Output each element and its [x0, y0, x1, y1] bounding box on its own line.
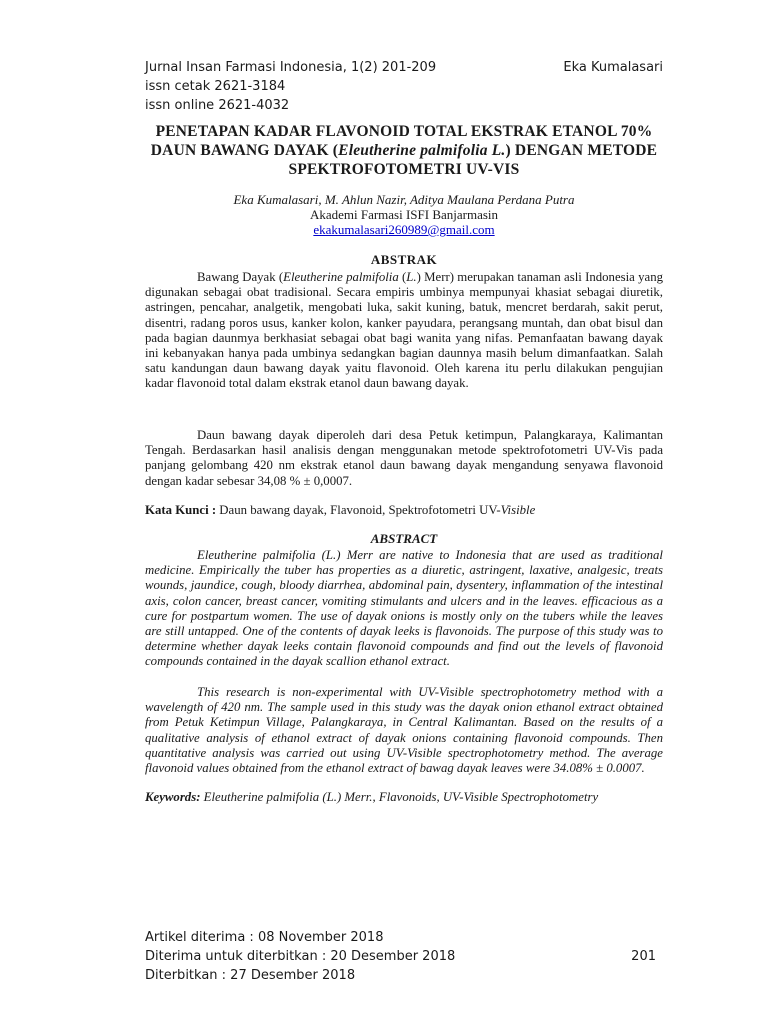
abstract-keywords: Keywords: Eleutherine palmifolia (L.) Merr., Flavonoids, UV-Visible Spectrophotometry: [145, 790, 599, 804]
running-author: Eka Kumalasari: [563, 60, 663, 75]
abstract-heading: ABSTRACT: [370, 531, 438, 546]
abstrak-heading: ABSTRAK: [370, 252, 438, 267]
date-accepted: Diterima untuk diterbitkan : 20 Desember 2018: [145, 949, 456, 964]
date-received: Artikel diterima : 08 November 2018: [145, 930, 384, 945]
title-species: Eleutherine palmifolia L.: [338, 142, 506, 159]
page-number: 201: [631, 949, 656, 964]
title-part1: PENETAPAN KADAR FLAVONOID TOTAL EKSTRAK ETANOL 70% DAUN BAWANG DAYAK (: [150, 123, 653, 159]
author-list: Eka Kumalasari, M. Ahlun Nazir, Aditya Maulana Perdana Putra: [233, 192, 575, 207]
abstract-paragraph-1: Eleutherine palmifolia (L.) Merr are native to Indonesia that are used as traditional medicine. Empirically the tuber has properties as a diuretic, astringent, laxative, analgesic, treats wounds, jaundice, cough, bloody diarrhea, abdominal pain, dysentery, inflammation of the intestinal axis, colon cancer, breast cancer, vomiting stimulants and ulcers and in the leaves. efficacious as a cure for postpartum women. The use of dayak onions is mostly only on the tubers while the leaves are still untapped. One of the contents of dayak leeks is flavonoids. The purpose of this study was to determine whether dayak leeks contain flavonoid compounds and find out the levels of flavonoid compounds contained in the dayak scallion ethanol extract.: [145, 548, 663, 669]
date-published: Diterbitkan : 27 Desember 2018: [145, 968, 356, 983]
institution: Akademi Farmasi ISFI Banjarmasin: [309, 207, 499, 222]
abstrak-keywords: Kata Kunci : Daun bawang dayak, Flavonoid, Spektrofotometri UV-Visible: [145, 503, 536, 517]
title-part2: ) DENGAN METODE SPEKTROFOTOMETRI UV-VIS: [288, 142, 658, 178]
paper-title: [145, 122, 663, 179]
issn-online: issn online 2621-4032: [145, 98, 290, 113]
issn-print: issn cetak 2621-3184: [145, 79, 286, 94]
journal-citation: Jurnal Insan Farmasi Indonesia, 1(2) 201-209: [145, 60, 437, 75]
author-email-link[interactable]: ekakumalasari260989@gmail.com: [313, 222, 495, 237]
abstrak-paragraph-2: Daun bawang dayak diperoleh dari desa Petuk ketimpun, Palangkaraya, Kalimantan Tengah. Berdasarkan hasil analisis dengan menggunakan metode spektrofotometri UV-Vis pada panjang gelombang 420 nm ekstrak etanol daun bawang dayak mengandung senyawa flavonoid dengan kadar sebesar 34,08 % ± 0,0007.: [145, 428, 663, 488]
abstrak-paragraph-1: Bawang Dayak (Eleutherine palmifolia (L.) Merr) merupakan tanaman asli Indonesia yang digunakan sebagai obat tradisional. Secara empiris umbinya mempunyai khasiat sebagai diuretik, astringen, pencahar, analgetik, mengobati luka, sakit kuning, batuk, mencret berdarah, sakit perut, disentri, radang poros usus, kanker kolon, kanker payudara, perangsang muntah, dan obat bisul dan pada bagian daunmya berkhasiat sebagai obat bagi wanita yang nifas. Pemanfaatan bawang dayak ini kebanyakan hanya pada umbinya sedangkan bagian daunnya masih belum dimanfaatkan. Salah satu kandungan daun bawang dayak yaitu flavonoid. Oleh karena itu perlu dilakukan pengujian kadar flavonoid total dalam ekstrak etanol daun bawang dayak.: [145, 270, 663, 391]
abstract-paragraph-2: This research is non-experimental with UV-Visible spectrophotometry method with a wavelength of 420 nm. The sample used in this study was the dayak onion ethanol extract obtained from Petuk Ketimpun Village, Palangkaraya, in Central Kalimantan. Based on the results of a qualitative analysis of ethanol extract of dayak onions containing flavonoid compounds. Then quantitative analysis was carried out using UV-Visible spectrophotometry method. The average flavonoid values obtained from the ethanol extract of bawag dayak leaves were 34.08% ± 0.0007.: [145, 685, 663, 776]
